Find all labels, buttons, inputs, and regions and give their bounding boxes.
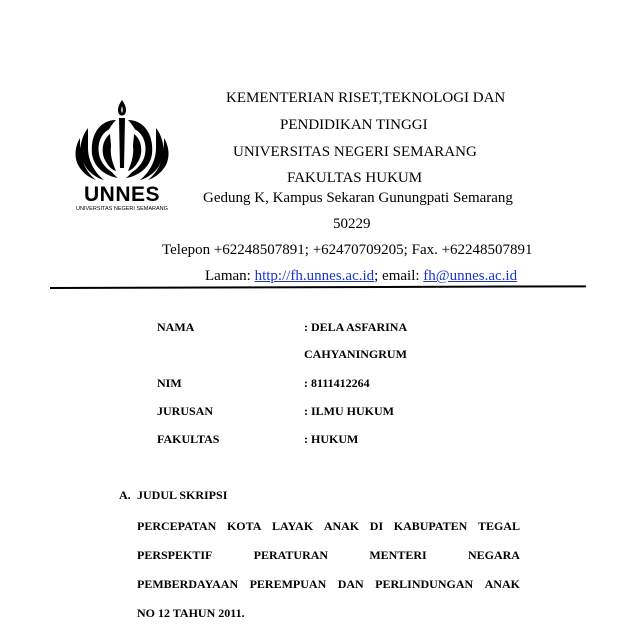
title-word: PEMBERDAYAAN (137, 577, 239, 591)
letterhead-contact-line (205, 267, 517, 285)
title-word: PERATURAN (253, 548, 329, 562)
letterhead-divider (50, 285, 586, 289)
title-word: DI (369, 519, 384, 533)
university-logo (72, 98, 172, 216)
laman-label: Laman: (205, 268, 255, 284)
letterhead-university-name: UNIVERSITAS NEGERI SEMARANG (233, 144, 477, 160)
nim-value: : 8111412264 (304, 376, 370, 390)
email-link[interactable]: fh@unnes.ac.id (423, 268, 518, 284)
title-word: ANAK (323, 519, 360, 533)
website-link[interactable]: http://fh.unnes.ac.id (254, 268, 375, 284)
title-word: PEREMPUAN (249, 577, 327, 591)
nama-label: NAMA (157, 320, 195, 334)
letterhead-faculty-name: FAKULTAS HUKUM (287, 170, 423, 186)
title-word: NEGARA (467, 548, 520, 562)
title-word: KABUPATEN (393, 519, 468, 533)
title-word: PERLINDUNGAN (375, 577, 474, 591)
nim-label: NIM (157, 376, 182, 390)
logo-wordmark: UNNES (83, 183, 160, 206)
letterhead-ministry-line-2: PENDIDIKAN TINGGI (280, 117, 428, 133)
section-a-title: JUDUL SKRIPSI (137, 488, 228, 502)
jurusan-label: JURUSAN (157, 404, 214, 418)
fakultas-label: FAKULTAS (157, 432, 220, 446)
nama-value-continued: CAHYANINGRUM (304, 347, 407, 361)
letterhead-ministry-line: KEMENTERIAN RISET,TEKNOLOGI DAN (226, 90, 506, 106)
title-word: KOTA (226, 519, 262, 533)
jurusan-value: : ILMU HUKUM (304, 404, 394, 418)
letterhead-address: Gedung K, Kampus Sekaran Gunungpati Semarang (203, 190, 513, 206)
email-label: ; email: (374, 268, 424, 284)
thesis-title-line-1 (137, 519, 520, 533)
title-word: TEGAL (477, 519, 520, 533)
title-word: MENTERI (369, 548, 427, 562)
letterhead-phone: Telepon +62248507891; +62470709205; Fax. +62248507891 (162, 242, 533, 258)
thesis-title-line-3 (137, 577, 520, 591)
section-a-marker: A. (119, 488, 131, 502)
unnes-emblem-icon (72, 98, 172, 184)
fakultas-value: : HUKUM (304, 432, 359, 446)
title-word: PERCEPATAN (137, 519, 217, 533)
title-word: PERSPEKTIF (137, 548, 213, 562)
title-word: DAN (337, 577, 364, 591)
letterhead-postcode: 50229 (333, 216, 371, 232)
nama-value: : DELA ASFARINA (304, 320, 408, 334)
title-word: LAYAK (272, 519, 314, 533)
title-word: ANAK (484, 577, 520, 591)
thesis-title-line-4: NO 12 TAHUN 2011. (137, 606, 245, 620)
logo-subtitle: UNIVERSITAS NEGERI SEMARANG (76, 206, 168, 212)
thesis-title-line-2 (137, 548, 520, 562)
